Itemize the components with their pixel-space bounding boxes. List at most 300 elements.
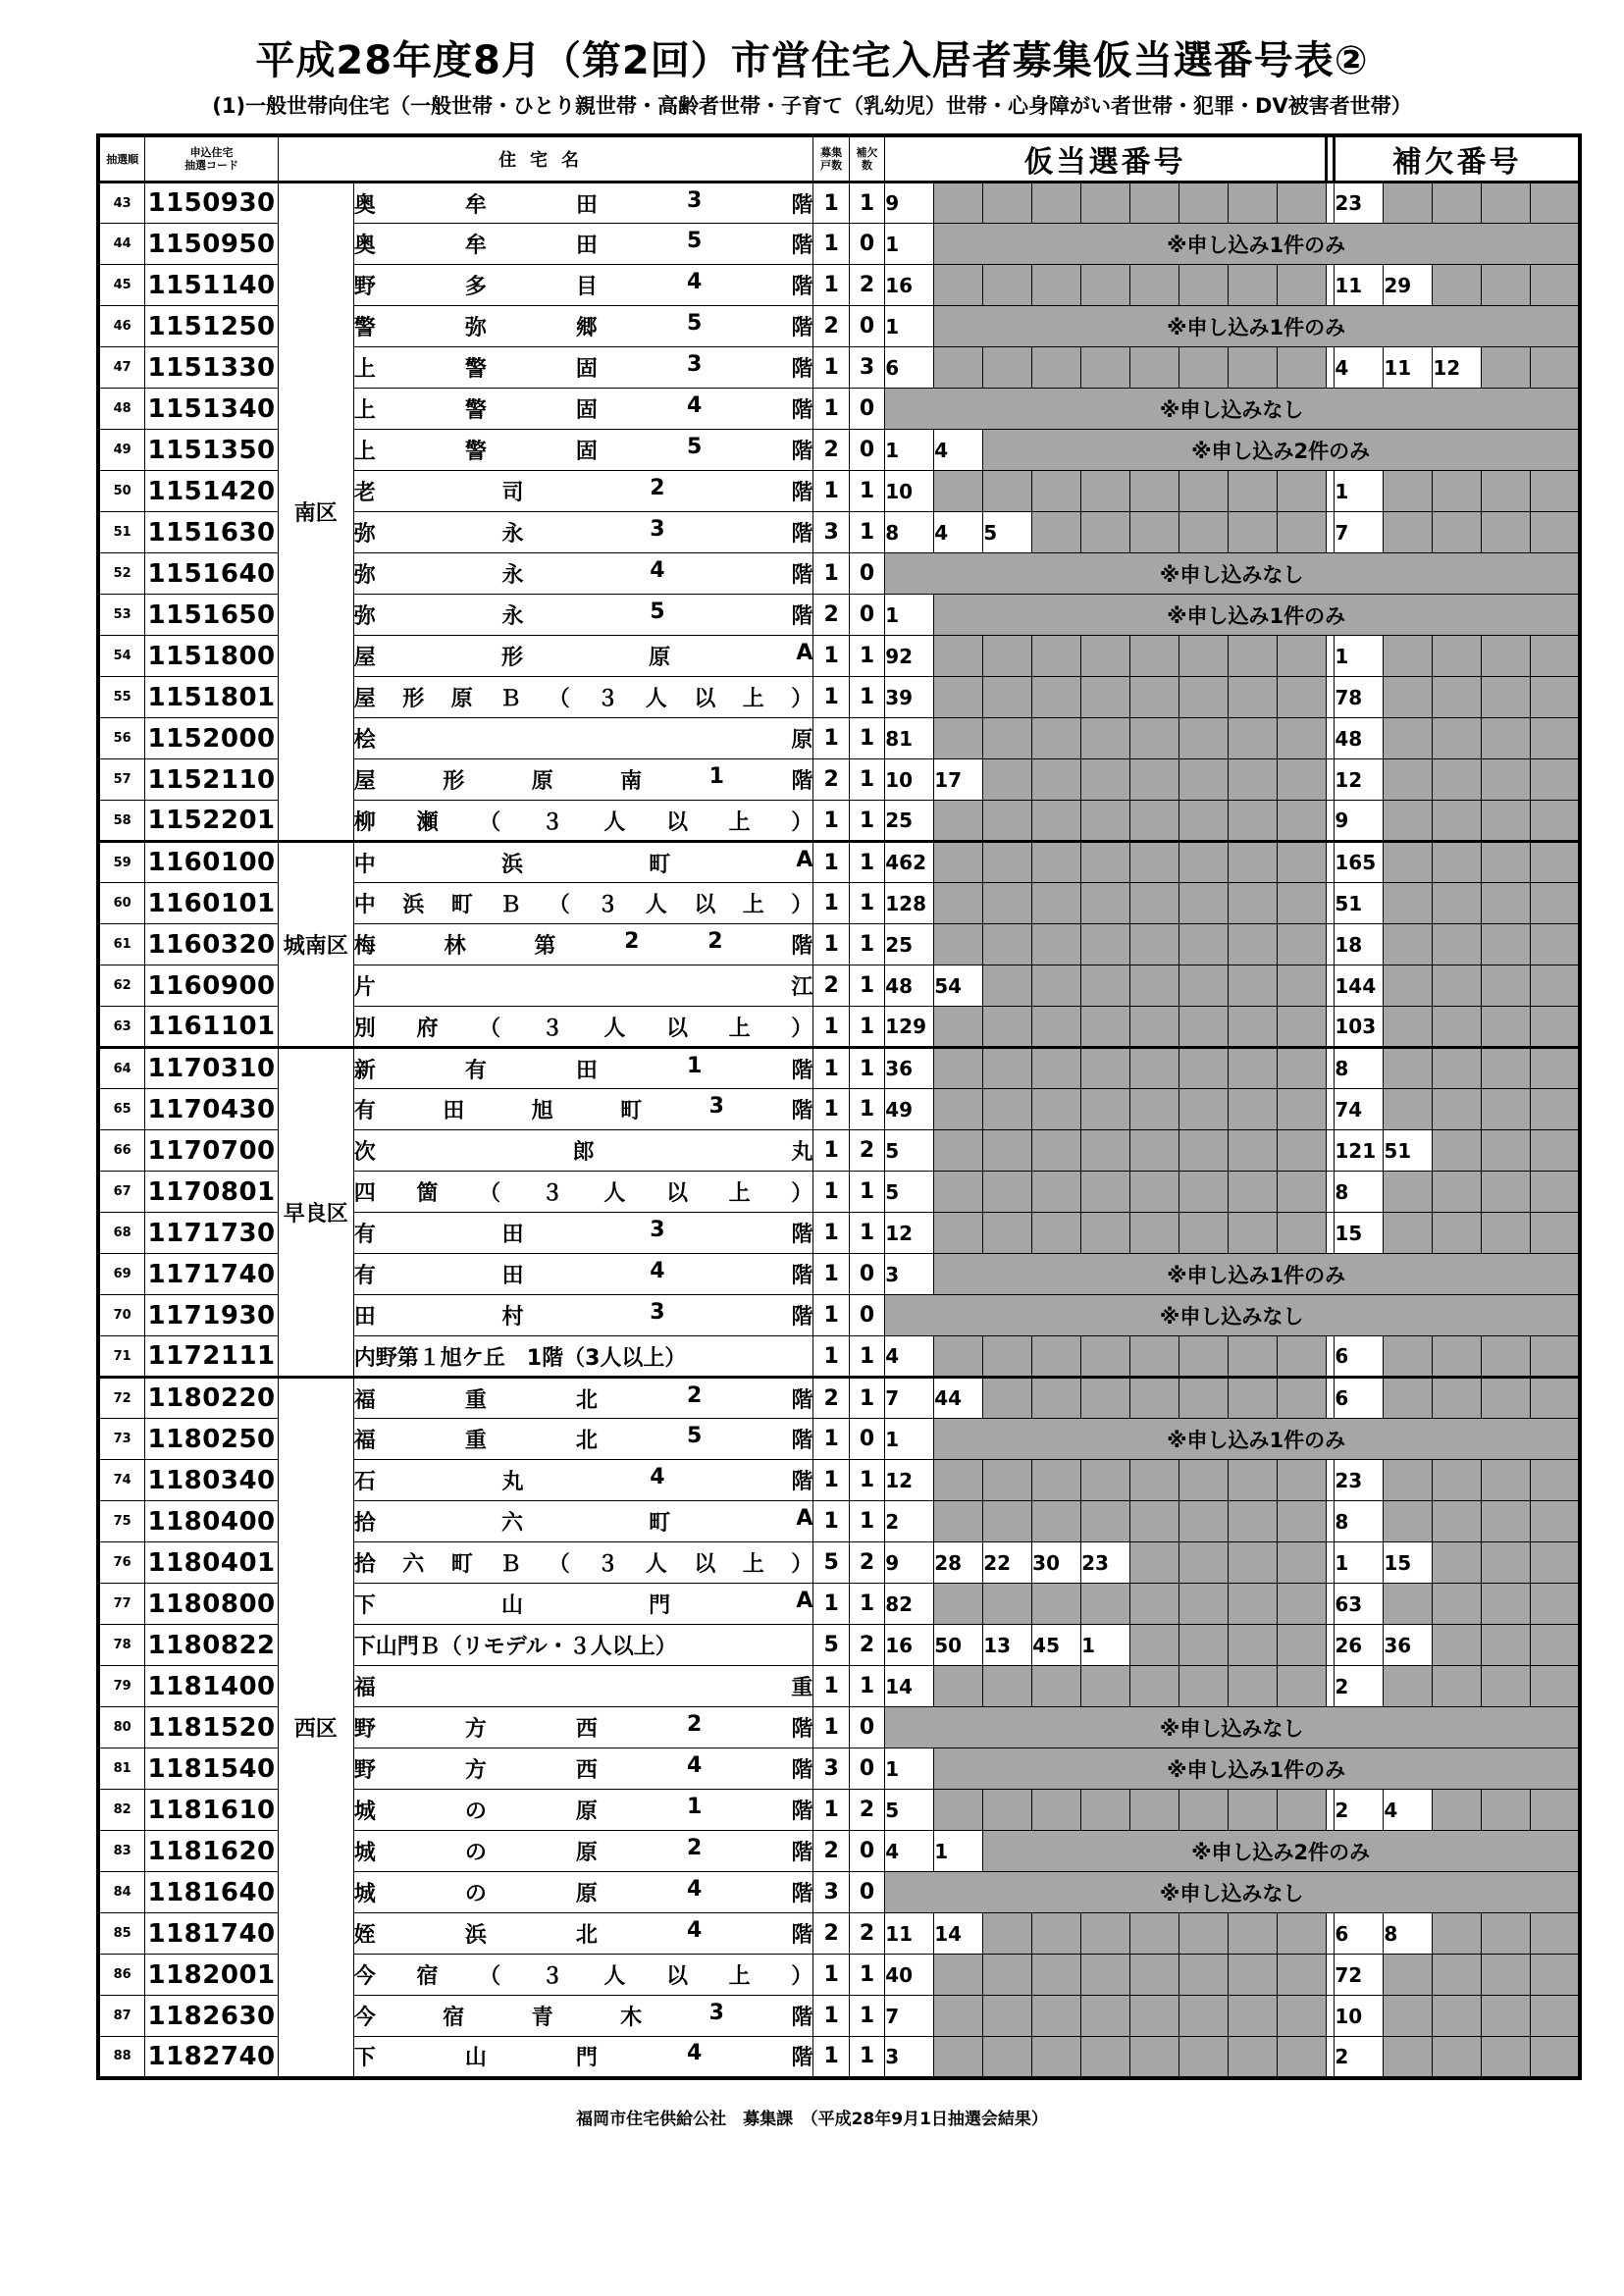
housing-name-char: 階: [791, 604, 813, 629]
housing-name-cell: [353, 430, 813, 471]
lottery-code-cell: 1182630: [145, 1996, 278, 2037]
reserve-number-cell: 8: [1335, 1501, 1384, 1542]
provisional-empty-cell: [1130, 1584, 1179, 1625]
housing-name-char: 宿: [443, 2006, 465, 2030]
housing-name-cell: [353, 1254, 813, 1295]
lottery-order-cell: 83: [98, 1831, 145, 1872]
lottery-order-cell: 71: [98, 1336, 145, 1378]
housing-name-char: 四: [353, 1181, 376, 1206]
provisional-empty-cell: [1032, 883, 1081, 924]
reserve-number-cell: 29: [1384, 265, 1433, 306]
provisional-empty-cell: [1081, 1996, 1130, 2037]
provisional-empty-cell: [1278, 1501, 1327, 1542]
provisional-empty-cell: [1032, 924, 1081, 965]
separator-cell: [1327, 842, 1335, 883]
reserve-empty-cell: [1482, 1913, 1531, 1955]
provisional-number-cell: 16: [885, 265, 934, 306]
housing-name-char: （: [548, 687, 570, 711]
reserve-number-cell: 2: [1335, 1666, 1384, 1707]
housing-name-char: 1: [708, 764, 724, 789]
housing-name-char: （: [479, 1964, 501, 1989]
housing-name-char: 階: [791, 1264, 813, 1288]
provisional-empty-cell: [1278, 1130, 1327, 1172]
housing-name-char: 新: [353, 1058, 376, 1083]
housing-name-char: 永: [501, 604, 524, 629]
reserve-empty-cell: [1531, 636, 1580, 677]
reserve-empty-cell: [1433, 1666, 1482, 1707]
housing-name-char: 城: [353, 1841, 376, 1865]
housing-name-char: 田: [575, 1058, 598, 1083]
lottery-order-cell: 60: [98, 883, 145, 924]
housing-name-char: 5: [686, 1424, 703, 1448]
provisional-empty-cell: [1130, 1955, 1179, 1996]
reserve-empty-cell: [1482, 265, 1531, 306]
housing-name-char: 上: [353, 440, 376, 464]
housing-name: [354, 1753, 813, 1784]
reserve-empty-cell: [1433, 1336, 1482, 1378]
reserve-empty-cell: [1433, 1089, 1482, 1130]
separator-cell: [1327, 1584, 1335, 1625]
units-cell: 2: [813, 306, 849, 347]
provisional-empty-cell: [1032, 1790, 1081, 1831]
provisional-empty-cell: [983, 1378, 1032, 1419]
provisional-empty-cell: [1032, 759, 1081, 801]
provisional-number-cell: 3: [885, 2037, 934, 2078]
provisional-number-cell: 28: [934, 1542, 983, 1584]
provisional-number-cell: 10: [885, 759, 934, 801]
provisional-empty-cell: [1130, 512, 1179, 553]
provisional-empty-cell: [1229, 718, 1278, 759]
housing-name-cell: [353, 347, 813, 389]
provisional-empty-cell: [1081, 965, 1130, 1007]
provisional-number-cell: 1: [885, 430, 934, 471]
housing-name-char: 5: [686, 311, 703, 336]
housing-name: [354, 1341, 813, 1372]
ward-cell: 西区: [278, 1378, 353, 2078]
housing-name-char: 形: [443, 769, 465, 794]
provisional-empty-cell: [1130, 1913, 1179, 1955]
reserve-number-cell: 6: [1335, 1336, 1384, 1378]
separator-cell: [1327, 1378, 1335, 1419]
reserve-number-cell: 72: [1335, 1955, 1384, 1996]
lottery-code-cell: 1161101: [145, 1007, 278, 1048]
provisional-number-cell: 1: [885, 224, 934, 265]
housing-name-char: 城: [353, 1882, 376, 1906]
lottery-code-cell: 1170700: [145, 1130, 278, 1172]
provisional-empty-cell: [1032, 1996, 1081, 2037]
provisional-empty-cell: [1229, 636, 1278, 677]
reserve-empty-cell: [1531, 1996, 1580, 2037]
reserve-number-cell: 6: [1335, 1913, 1384, 1955]
reserve-empty-cell: [1384, 1172, 1433, 1213]
housing-name: [354, 1012, 813, 1042]
provisional-number-cell: 4: [885, 1336, 934, 1378]
provisional-number-cell: 1: [885, 1419, 934, 1460]
housing-name-char: ３: [541, 1181, 563, 1206]
housing-name-char: 下山門Ｂ（リモデル・３人以上）: [353, 1635, 677, 1659]
housing-name-char: 次: [353, 1140, 376, 1165]
housing-name-char: 郷: [575, 316, 598, 340]
lottery-code-cell: 1171930: [145, 1295, 278, 1336]
housing-name-char: 形: [500, 646, 523, 670]
provisional-empty-cell: [983, 1089, 1032, 1130]
housing-name-char: 桧: [353, 728, 376, 753]
units-cell: 1: [813, 1419, 849, 1460]
status-note-cell: ※申し込み1件のみ: [934, 1254, 1580, 1295]
units-cell: 1: [813, 1172, 849, 1213]
provisional-empty-cell: [1179, 1584, 1229, 1625]
housing-name-char: 警: [464, 440, 487, 464]
reserve-number-cell: 23: [1335, 1460, 1384, 1501]
provisional-empty-cell: [983, 1460, 1032, 1501]
provisional-empty-cell: [983, 801, 1032, 842]
provisional-empty-cell: [1032, 471, 1081, 512]
units-cell: 1: [813, 718, 849, 759]
reserve-count-cell: 0: [849, 224, 884, 265]
lottery-order-cell: 45: [98, 265, 145, 306]
housing-name-char: 山: [500, 1593, 523, 1618]
housing-name: [354, 311, 813, 341]
units-cell: 1: [813, 1336, 849, 1378]
provisional-empty-cell: [1278, 801, 1327, 842]
provisional-number-cell: 22: [983, 1542, 1032, 1584]
housing-name-cell: [353, 883, 813, 924]
housing-name-char: 原: [575, 1800, 598, 1824]
page-title: 平成28年度8月（第2回）市営住宅入居者募集仮当選番号表②: [255, 38, 1369, 83]
housing-name-char: 別: [353, 1016, 376, 1041]
provisional-empty-cell: [983, 471, 1032, 512]
lottery-code-cell: 1180822: [145, 1625, 278, 1666]
lottery-table: [96, 133, 1582, 2080]
provisional-empty-cell: [1229, 965, 1278, 1007]
housing-name: [354, 188, 813, 219]
provisional-empty-cell: [1081, 347, 1130, 389]
lottery-order-cell: 52: [98, 553, 145, 595]
units-cell: 1: [813, 183, 849, 224]
lottery-order-cell: 88: [98, 2037, 145, 2078]
housing-name: [354, 848, 813, 878]
lottery-order-cell: 57: [98, 759, 145, 801]
lottery-order-cell: 54: [98, 636, 145, 677]
housing-name-char: 弥: [464, 316, 487, 340]
provisional-empty-cell: [1179, 1172, 1229, 1213]
housing-name-char: 永: [501, 522, 524, 547]
housing-name-char: 原: [791, 728, 813, 753]
housing-name-char: 上: [728, 1181, 751, 1206]
housing-name-cell: [353, 1831, 813, 1872]
housing-name-cell: [353, 512, 813, 553]
lottery-code-cell: 1170801: [145, 1172, 278, 1213]
reserve-empty-cell: [1433, 1048, 1482, 1089]
provisional-empty-cell: [983, 677, 1032, 718]
housing-name-char: 5: [686, 435, 703, 459]
provisional-empty-cell: [1229, 347, 1278, 389]
provisional-number-cell: 5: [885, 1790, 934, 1831]
housing-name-cell: [353, 1501, 813, 1542]
provisional-empty-cell: [1278, 1172, 1327, 1213]
provisional-number-cell: 81: [885, 718, 934, 759]
provisional-empty-cell: [1032, 718, 1081, 759]
status-note-cell: ※申し込み1件のみ: [934, 306, 1580, 347]
units-cell: 1: [813, 677, 849, 718]
housing-name-char: 原: [450, 687, 473, 711]
units-cell: 1: [813, 1295, 849, 1336]
provisional-empty-cell: [1229, 1089, 1278, 1130]
reserve-number-cell: 1: [1335, 636, 1384, 677]
reserve-count-cell: 1: [849, 842, 884, 883]
separator-cell: [1327, 2037, 1335, 2078]
units-cell: 1: [813, 883, 849, 924]
housing-name-char: 北: [575, 1387, 598, 1413]
reserve-number-cell: 7: [1335, 512, 1384, 553]
provisional-empty-cell: [1032, 347, 1081, 389]
reserve-empty-cell: [1531, 1913, 1580, 1955]
housing-name-char: 野: [353, 275, 376, 299]
provisional-empty-cell: [1278, 1089, 1327, 1130]
provisional-empty-cell: [1032, 801, 1081, 842]
lottery-code-cell: 1172111: [145, 1336, 278, 1378]
reserve-empty-cell: [1531, 924, 1580, 965]
provisional-empty-cell: [934, 183, 983, 224]
housing-name-char: 1: [686, 1795, 703, 1819]
status-note-cell: ※申し込みなし: [885, 1707, 1580, 1748]
housing-name-cell: [353, 1955, 813, 1996]
housing-name-char: 上: [353, 398, 376, 423]
units-cell: 1: [813, 2037, 849, 2078]
provisional-empty-cell: [1130, 801, 1179, 842]
housing-name-char: ）: [791, 1016, 813, 1041]
reserve-empty-cell: [1531, 1955, 1580, 1996]
reserve-number-cell: 9: [1335, 801, 1384, 842]
housing-name: [354, 558, 813, 589]
housing-name: [354, 723, 813, 754]
housing-name-char: 階: [791, 1800, 813, 1824]
reserve-empty-cell: [1531, 677, 1580, 718]
housing-name-char: 固: [575, 398, 598, 423]
housing-name-char: （: [479, 809, 501, 835]
housing-name-char: 山: [464, 2046, 487, 2071]
housing-name-cell: [353, 1542, 813, 1584]
reserve-number-cell: 121: [1335, 1130, 1384, 1172]
provisional-empty-cell: [1179, 471, 1229, 512]
reserve-number-cell: 51: [1384, 1130, 1433, 1172]
housing-name-char: 階: [791, 1429, 813, 1453]
status-note-cell: ※申し込みなし: [885, 553, 1580, 595]
provisional-empty-cell: [934, 842, 983, 883]
reserve-count-cell: 1: [849, 1213, 884, 1254]
reserve-count-cell: 1: [849, 1666, 884, 1707]
housing-name-char: 階: [791, 2046, 813, 2071]
units-cell: 1: [813, 1955, 849, 1996]
housing-name-cell: [353, 1172, 813, 1213]
provisional-empty-cell: [983, 1336, 1032, 1378]
reserve-count-cell: 0: [849, 1419, 884, 1460]
housing-name-char: 原: [649, 646, 671, 670]
separator-cell: [1327, 677, 1335, 718]
housing-name-cell: [353, 1295, 813, 1336]
reserve-count-cell: 1: [849, 883, 884, 924]
reserve-empty-cell: [1482, 718, 1531, 759]
reserve-number-cell: 4: [1384, 1790, 1433, 1831]
provisional-empty-cell: [983, 965, 1032, 1007]
housing-name: [354, 517, 813, 548]
reserve-empty-cell: [1384, 883, 1433, 924]
reserve-empty-cell: [1531, 759, 1580, 801]
housing-name-char: 警: [464, 398, 487, 423]
housing-name-char: ）: [791, 687, 813, 711]
housing-name-char: 牟: [464, 192, 487, 218]
provisional-empty-cell: [1032, 1172, 1081, 1213]
reserve-number-cell: 78: [1335, 677, 1384, 718]
housing-name-char: 西: [575, 1717, 598, 1742]
reserve-empty-cell: [1531, 883, 1580, 924]
provisional-number-cell: 12: [885, 1460, 934, 1501]
reserve-number-cell: 8: [1335, 1172, 1384, 1213]
reserve-empty-cell: [1433, 512, 1482, 553]
housing-name-cell: [353, 1666, 813, 1707]
provisional-empty-cell: [1278, 965, 1327, 1007]
status-note-cell: ※申し込み1件のみ: [934, 1419, 1580, 1460]
reserve-empty-cell: [1531, 347, 1580, 389]
reserve-number-cell: 63: [1335, 1584, 1384, 1625]
lottery-code-cell: 1180340: [145, 1460, 278, 1501]
housing-name-cell: [353, 389, 813, 430]
lottery-code-cell: 1151350: [145, 430, 278, 471]
reserve-empty-cell: [1384, 1378, 1433, 1419]
provisional-empty-cell: [1032, 1007, 1081, 1048]
provisional-empty-cell: [983, 1130, 1032, 1172]
units-cell: 2: [813, 965, 849, 1007]
reserve-number-cell: 8: [1335, 1048, 1384, 1089]
reserve-empty-cell: [1482, 1130, 1531, 1172]
provisional-empty-cell: [1179, 801, 1229, 842]
lottery-code-cell: 1151801: [145, 677, 278, 718]
ward-cell: 早良区: [278, 1048, 353, 1378]
housing-name-char: 林: [444, 934, 466, 959]
housing-name-char: 2: [707, 929, 723, 954]
provisional-empty-cell: [1130, 347, 1179, 389]
housing-name: [354, 1465, 813, 1495]
provisional-empty-cell: [1278, 1336, 1327, 1378]
provisional-empty-cell: [1179, 2037, 1229, 2078]
housing-name-char: 4: [686, 1918, 703, 1943]
housing-name-char: Ｂ: [499, 1552, 522, 1577]
housing-name-char: 4: [650, 1259, 665, 1283]
ward-cell: 城南区: [278, 842, 353, 1048]
provisional-empty-cell: [1278, 883, 1327, 924]
separator-cell: [1327, 718, 1335, 759]
housing-name-char: 中: [353, 852, 376, 877]
units-cell: 1: [813, 924, 849, 965]
lottery-order-cell: 86: [98, 1955, 145, 1996]
reserve-number-cell: 103: [1335, 1007, 1384, 1048]
provisional-empty-cell: [983, 1666, 1032, 1707]
housing-name-char: 梅: [353, 934, 376, 959]
lottery-order-cell: 62: [98, 965, 145, 1007]
separator-cell: [1327, 512, 1335, 553]
header-provisional: 仮当選番号: [885, 135, 1327, 183]
provisional-empty-cell: [1081, 1048, 1130, 1089]
housing-name-char: ）: [791, 1181, 813, 1206]
page-footer: 福岡市住宅供給公社 募集課 （平成28年9月1日抽選会結果）: [576, 2110, 1048, 2129]
reserve-count-cell: 3: [849, 347, 884, 389]
header-reserve: 補欠番号: [1335, 135, 1580, 183]
provisional-empty-cell: [1179, 842, 1229, 883]
housing-name: [354, 1795, 813, 1825]
reserve-empty-cell: [1433, 1542, 1482, 1584]
provisional-empty-cell: [1081, 1790, 1130, 1831]
reserve-empty-cell: [1384, 1007, 1433, 1048]
separator-cell: [1327, 1666, 1335, 1707]
provisional-empty-cell: [1229, 471, 1278, 512]
lottery-code-cell: 1181640: [145, 1872, 278, 1913]
provisional-empty-cell: [1179, 677, 1229, 718]
reserve-empty-cell: [1433, 924, 1482, 965]
provisional-number-cell: 1: [934, 1831, 983, 1872]
housing-name-char: 門: [649, 1593, 671, 1618]
provisional-empty-cell: [1130, 1336, 1179, 1378]
provisional-empty-cell: [1179, 965, 1229, 1007]
lottery-code-cell: 1181740: [145, 1913, 278, 1955]
reserve-empty-cell: [1384, 1089, 1433, 1130]
housing-name-cell: [353, 1130, 813, 1172]
provisional-empty-cell: [983, 1501, 1032, 1542]
reserve-number-cell: 144: [1335, 965, 1384, 1007]
provisional-empty-cell: [934, 1213, 983, 1254]
housing-name: [354, 1135, 813, 1166]
housing-name-char: 階: [791, 398, 813, 423]
reserve-empty-cell: [1482, 1996, 1531, 2037]
housing-name-char: 江: [791, 975, 813, 1000]
lottery-code-cell: 1151330: [145, 347, 278, 389]
housing-name-char: 石: [353, 1470, 376, 1494]
housing-name-char: 階: [791, 769, 813, 794]
reserve-empty-cell: [1384, 1213, 1433, 1254]
provisional-empty-cell: [983, 636, 1032, 677]
reserve-number-cell: 165: [1335, 842, 1384, 883]
housing-name-char: Ｂ: [499, 687, 522, 711]
provisional-empty-cell: [1032, 965, 1081, 1007]
provisional-empty-cell: [1278, 1007, 1327, 1048]
housing-name-char: 重: [791, 1676, 813, 1700]
reserve-empty-cell: [1482, 1460, 1531, 1501]
provisional-empty-cell: [1130, 471, 1179, 512]
provisional-empty-cell: [1130, 759, 1179, 801]
provisional-empty-cell: [1032, 677, 1081, 718]
provisional-empty-cell: [1278, 512, 1327, 553]
housing-name: [354, 1300, 813, 1331]
housing-name-char: 丸: [501, 1470, 524, 1494]
housing-name-char: 上: [728, 1016, 751, 1041]
housing-name-cell: [353, 924, 813, 965]
reserve-empty-cell: [1384, 965, 1433, 1007]
reserve-count-cell: 1: [849, 1460, 884, 1501]
housing-name-cell: [353, 1007, 813, 1048]
provisional-empty-cell: [1130, 965, 1179, 1007]
housing-name-char: 階: [791, 357, 813, 382]
provisional-empty-cell: [1032, 1378, 1081, 1419]
provisional-empty-cell: [1081, 677, 1130, 718]
provisional-empty-cell: [1179, 1996, 1229, 2037]
provisional-empty-cell: [1229, 265, 1278, 306]
reserve-count-cell: 1: [849, 1955, 884, 1996]
lottery-code-cell: 1152000: [145, 718, 278, 759]
housing-name-char: 5: [686, 229, 703, 253]
housing-name-char: 北: [575, 1923, 598, 1948]
provisional-empty-cell: [1032, 1130, 1081, 1172]
reserve-number-cell: 15: [1335, 1213, 1384, 1254]
reserve-count-cell: 1: [849, 512, 884, 553]
